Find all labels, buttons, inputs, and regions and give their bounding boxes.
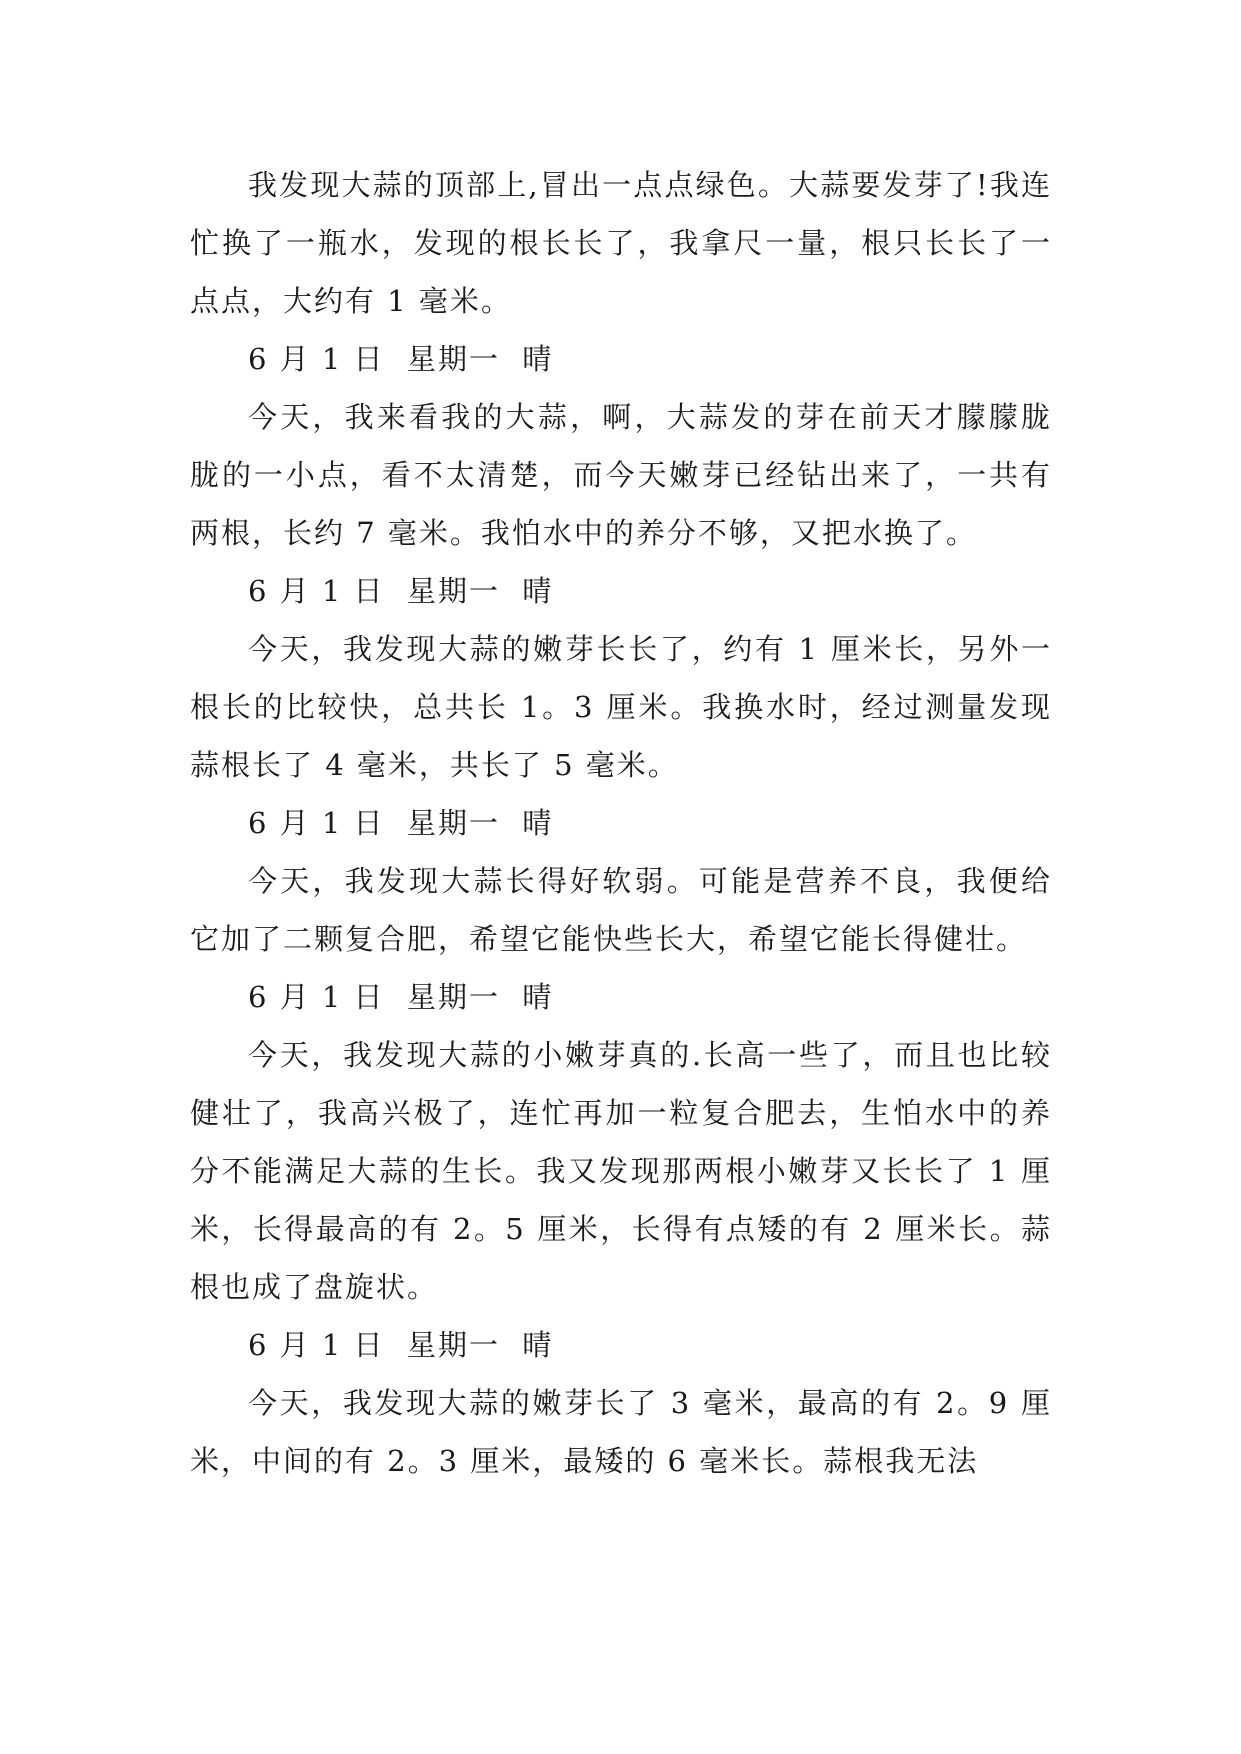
diary-paragraph: 今天，我发现大蒜的嫩芽长长了，约有 1 厘米长，另外一根长的比较快，总共长 1。3 厘米。我换水时，经过测量发现蒜根长了 4 毫米，共长了 5 毫米。: [190, 632, 1052, 782]
diary-date-line: 6 月 1 日 星期一 晴: [248, 1328, 554, 1362]
diary-date-line: 6 月 1 日 星期一 晴: [248, 806, 554, 840]
diary-date-line: 6 月 1 日 星期一 晴: [248, 980, 554, 1014]
diary-paragraph: 今天，我发现大蒜长得好软弱。可能是营养不良，我便给它加了二颗复合肥，希望它能快些长大，希望它能长得健壮。: [190, 864, 1052, 956]
diary-paragraph: 今天，我发现大蒜的小嫩芽真的.长高一些了，而且也比较健壮了，我高兴极了，连忙再加一粒复合肥去，生怕水中的养分不能满足大蒜的生长。我又发现那两根小嫩芽又长长了 1 厘米，长得最高的有 2。5 厘米，长得有点矮的有 2 厘米长。蒜根也成了盘旋状。: [190, 1038, 1052, 1304]
diary-paragraph: 我发现大蒜的顶部上,冒出一点点绿色。大蒜要发芽了!我连忙换了一瓶水，发现的根长长了，我拿尺一量，根只长长了一点点，大约有 1 毫米。: [190, 168, 1052, 318]
diary-paragraph: 今天，我来看我的大蒜，啊，大蒜发的芽在前天才朦朦胧胧的一小点，看不太清楚，而今天嫩芽已经钻出来了，一共有两根，长约 7 毫米。我怕水中的养分不够，又把水换了。: [190, 400, 1052, 550]
diary-date-line: 6 月 1 日 星期一 晴: [248, 574, 554, 608]
diary-text: [190, 156, 1052, 1490]
diary-paragraph: 今天，我发现大蒜的嫩芽长了 3 毫米，最高的有 2。9 厘米，中间的有 2。3 厘米，最矮的 6 毫米长。蒜根我无法: [190, 1386, 1052, 1478]
diary-date-line: 6 月 1 日 星期一 晴: [248, 342, 554, 376]
